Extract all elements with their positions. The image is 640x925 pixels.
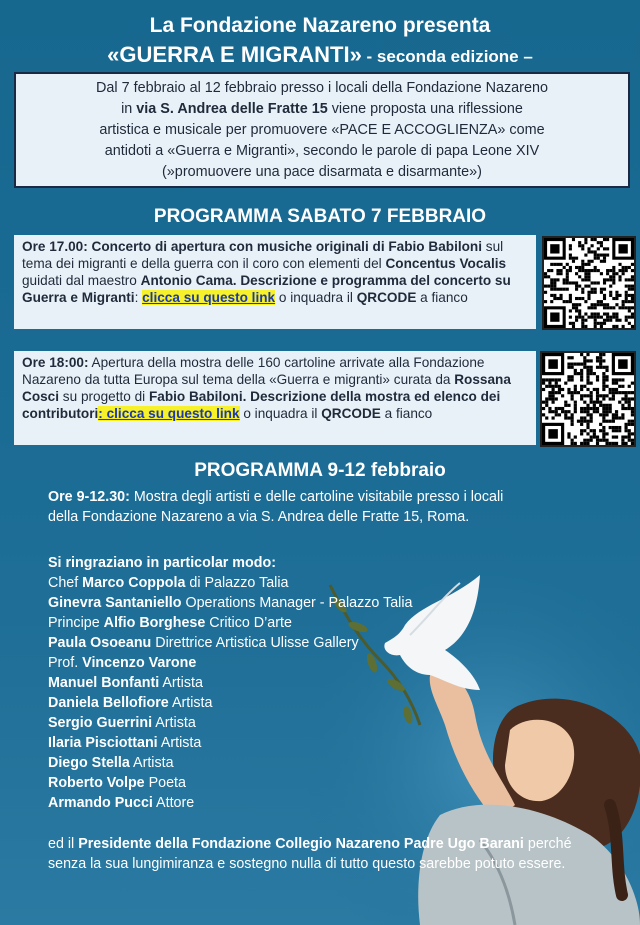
event-concert-box: [14, 235, 536, 329]
event-text: su progetto di: [59, 389, 149, 404]
person-row: [48, 593, 412, 613]
event-exhibition-box: [14, 351, 536, 445]
person-role: Artista: [168, 695, 213, 711]
person-name: Ginevra Santaniello: [48, 595, 182, 611]
person-name: Ilaria Pisciottani: [48, 735, 158, 751]
person-row: [48, 733, 412, 753]
exhibition-qrcode[interactable]: [540, 351, 636, 447]
person-role: di Palazzo Talia: [185, 575, 289, 591]
event-text: Apertura della mostra delle 160 cartoline arrivate alla Fondazione Nazareno da tutta Europa sul tema della «Guerra e migranti» curata da: [22, 355, 485, 387]
event-text: QRCODE: [321, 406, 381, 421]
person-row: [48, 693, 412, 713]
person-name: Armando Pucci: [48, 795, 153, 811]
person-row: [48, 573, 412, 593]
edition-label: - seconda edizione –: [361, 47, 533, 66]
person-row: [48, 753, 412, 773]
person-row: [48, 793, 412, 813]
person-role: Artista: [129, 755, 174, 771]
person-name: Daniela Bellofiore: [48, 695, 169, 711]
event-text: Rossana Cosci: [22, 372, 511, 404]
person-role: Direttrice Artistica Ulisse Gallery: [151, 635, 359, 651]
thanks-list: [48, 553, 412, 813]
person-row: [48, 613, 412, 633]
intro-line: antidoti a «Guerra e Migranti», secondo le parole di papa Leone XIV: [104, 143, 540, 159]
title-main: [0, 42, 640, 68]
person-name: Alfio Borghese: [103, 615, 206, 631]
person-name: Manuel Bonfanti: [48, 675, 160, 691]
qrcode-pattern: [544, 238, 634, 328]
thanks-heading-text: Si ringraziano in particolar modo:: [48, 555, 276, 571]
event-text: Descrizione della mostra ed elenco dei contributori: [22, 389, 501, 421]
event-text: guidati dal maestro: [22, 273, 141, 288]
event-text: Antonio Cama.: [140, 273, 237, 288]
event-text: QRCODE: [356, 290, 417, 305]
event-title: «GUERRA E MIGRANTI»: [107, 42, 362, 67]
event-text: sul tema dei migranti e della guerra con il coro con elementi del: [22, 239, 504, 271]
intro-line: Dal 7 febbraio al 12 febbraio presso i locali della Fondazione Nazareno: [96, 80, 548, 96]
person-name: Marco Coppola: [82, 575, 186, 591]
person-row: [48, 653, 412, 673]
person-role: Artista: [159, 675, 203, 691]
event-text: o inquadra il: [275, 290, 357, 305]
person-prefix: Chef: [48, 575, 83, 591]
event-text: :: [134, 290, 143, 305]
days-line: della Fondazione Nazareno a via S. Andrea delle Fratte 15, Roma.: [48, 509, 470, 525]
saturday-heading: PROGRAMMA SABATO 7 FEBBRAIO: [153, 206, 487, 227]
person-row: [48, 673, 412, 693]
intro-text: in: [121, 101, 137, 117]
person-name: Vincenzo Varone: [82, 655, 197, 671]
person-row: [48, 633, 412, 653]
intro-line: artistica e musicale per promuovere «PACE E ACCOGLIENZA» come: [99, 122, 545, 138]
thanks-heading: [48, 553, 412, 573]
event-text: Descrizione e programma del concerto su Guerra e Migranti: [22, 273, 511, 305]
person-role: Operations Manager - Palazzo Talia: [181, 595, 413, 611]
event-text: Fabio Babiloni.: [148, 389, 247, 404]
exhibition-link[interactable]: : clicca su questo link: [98, 406, 240, 421]
person-prefix: Prof.: [48, 655, 83, 671]
person-name: Sergio Guerrini: [48, 715, 153, 731]
concert-link[interactable]: clicca su questo link: [142, 290, 276, 305]
closing-note: [48, 834, 608, 874]
intro-line: (»promuovere una pace disarmata e disarmante»): [162, 164, 482, 180]
closing-president: Presidente della Fondazione Collegio Nazareno Padre Ugo Barani: [78, 836, 524, 852]
event-text: a fianco: [416, 290, 468, 305]
person-row: [48, 773, 412, 793]
event-text: o inquadra il: [239, 406, 322, 421]
days-heading: PROGRAMMA 9-12 febbraio: [194, 460, 446, 481]
days-description: [48, 487, 503, 527]
days-text: Mostra degli artisti e delle cartoline visitabile presso i locali: [129, 489, 504, 505]
person-name: Diego Stella: [48, 755, 130, 771]
event-text: Ore 17.00: Concerto di apertura con musiche originali di Fabio Babiloni: [22, 239, 483, 254]
event-text: a fianco: [380, 406, 433, 421]
days-time: Ore 9-12.30:: [48, 489, 130, 505]
closing-text: ed il: [48, 836, 79, 852]
qrcode-pattern: [542, 353, 634, 445]
person-name: Roberto Volpe: [48, 775, 145, 791]
event-text: Concentus Vocalis: [385, 256, 507, 271]
person-role: Artista: [152, 715, 196, 731]
days-line: [48, 487, 503, 507]
concert-qrcode[interactable]: [542, 236, 636, 330]
person-role: Artista: [157, 735, 202, 751]
event-text: Ore 18:00:: [22, 355, 89, 370]
intro-line: [26, 99, 618, 120]
person-role: Poeta: [144, 775, 186, 791]
closing-text: perché senza la sua lungimiranza e sostegno nulla di tutto questo sarebbe potuto essere.: [48, 836, 572, 872]
person-name: Paula Osoeanu: [48, 635, 152, 651]
intro-box: [14, 72, 630, 188]
person-prefix: Principe: [48, 615, 104, 631]
intro-text: viene proposta una riflessione: [327, 101, 523, 117]
person-role: Critico D’arte: [205, 615, 292, 631]
person-role: Attore: [152, 795, 195, 811]
intro-address: via S. Andrea delle Fratte 15: [136, 101, 328, 117]
title-presenter: La Fondazione Nazareno presenta: [149, 14, 491, 37]
person-row: [48, 713, 412, 733]
people-list: [48, 573, 412, 813]
